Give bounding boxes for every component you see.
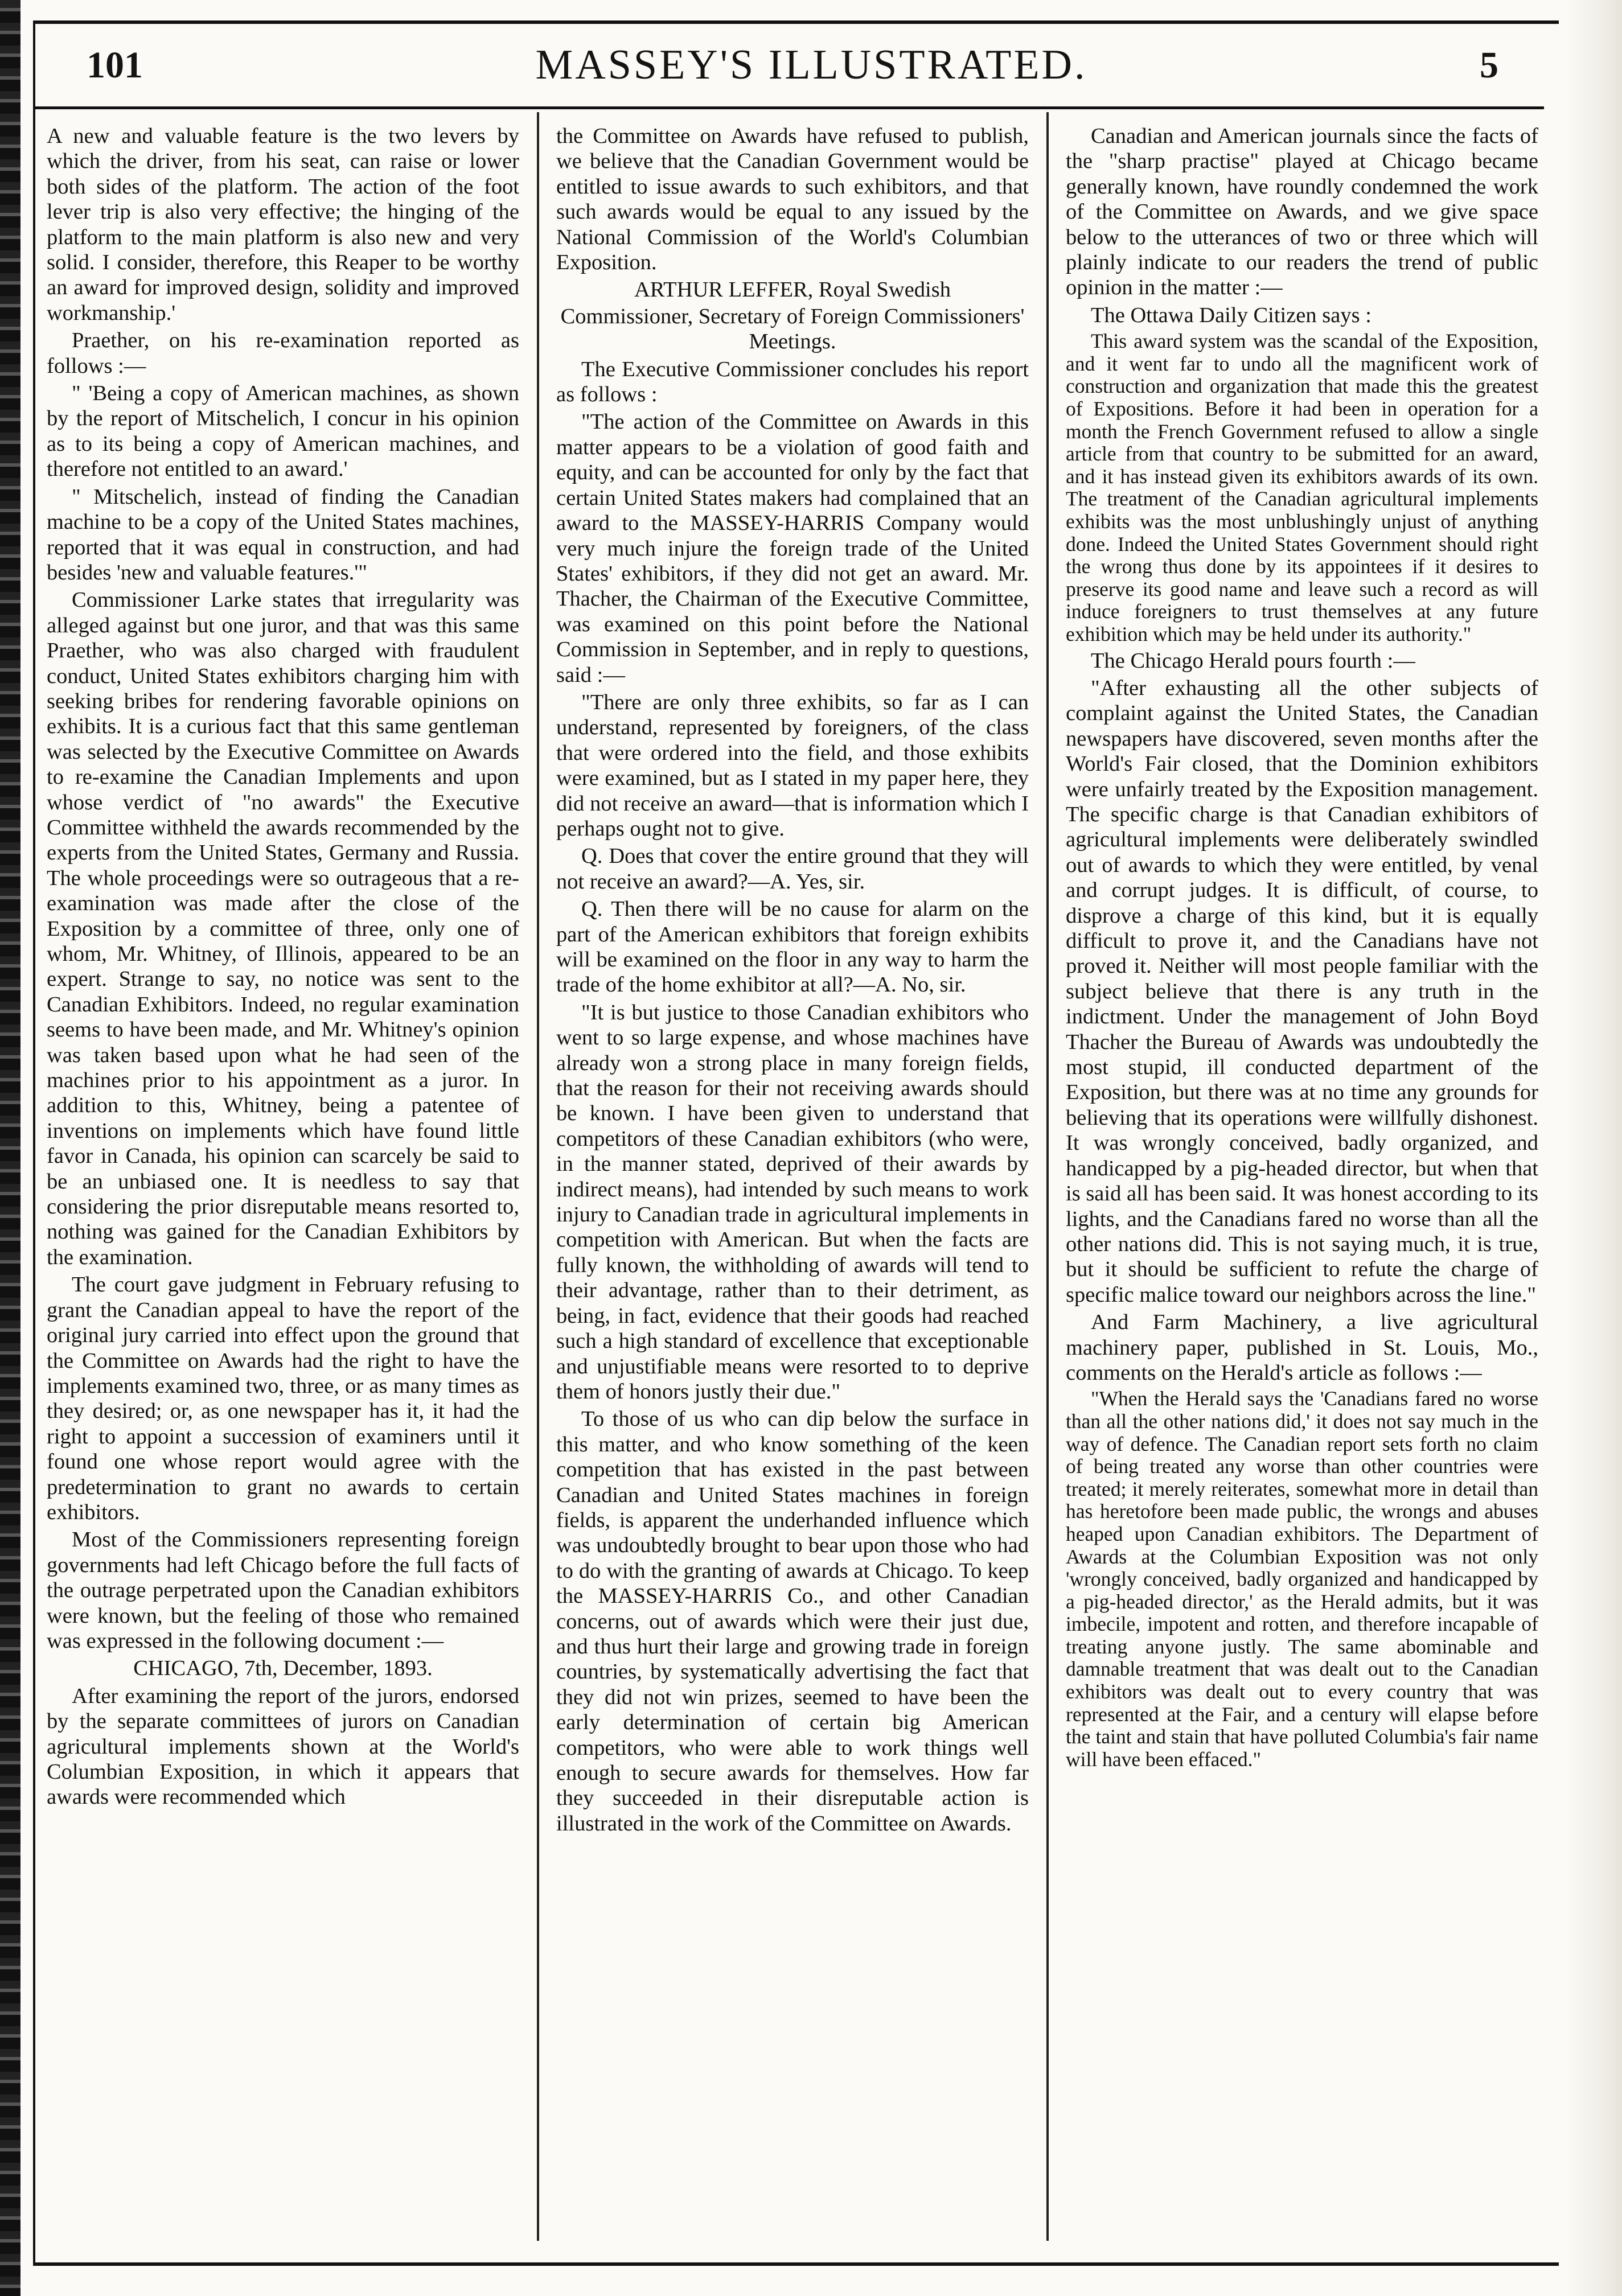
paragraph: Q. Does that cover the entire ground that they will not receive an award?—A. Yes, sir. [556,844,1029,894]
page-header [35,24,1544,109]
paragraph: "After exhausting all the other subjects of complaint against the United States, the Canadian newspapers have discovered, seven months after the World's Fair closed, that the Dominion exhibitors were unfairly treated by the Exposition management. The specific charge is that Canadian exhibitors of agricultural implements were deliberately swindled out of awards to which they were entitled, by venal and corrupt judges. It is difficult, of course, to disprove a charge of this kind, but it is equally difficult to prove it, and the Canadians have not proved it. Neither will most people familiar with the subject believe that there is any truth in the indictment. Under the management of John Boyd Thacher the Bureau of Awards was undoubtedly the most stupid, ill conducted department of the Exposition, but there was at no time any grounds for believing that its operations were willfully dishonest. It was wrongly conceived, badly organized, and handicapped by a pig-headed director, but when that is said all has been said. It was honest according to its lights, and the Canadians fared no worse than all the other nations did. This is not saying much, it is true, but it should be sufficient to refute the charge of specific malice toward our neighbors across the line." [1066,676,1538,1307]
column-divider [537,112,539,2241]
page-number-left: 101 [87,44,143,86]
paragraph: The court gave judgment in February refusing to grant the Canadian appeal to have the report of the original jury carried into effect upon the ground that the Committee on Awards had the right to have the implements examined two, three, or as many times as they desired; or, as one newspaper has it, it had the right to appoint a succession of examiners until it found one whose report would agree with the predetermination to grant no awards to certain exhibitors. [47,1273,519,1524]
column-2 [556,124,1029,2229]
paragraph: "It is but justice to those Canadian exhibitors who went to so large expense, and whose machines have already won a strong place in many foreign fields, that the reason for their not receiving awards should be known. I have been given to understand that competitors of these Canadian exhibitors (who were, in the manner stated, deprived of their awards by indirect means), had intended by such means to work injury to Canadian trade in agricultural implements in competition with American. But when the facts are fully known, the withholding of awards will tend to their advantage, rather than to their detriment, as being, in fact, evidence that their goods had reached such a high standard of excellence that exceptionable and unjustifiable means were resorted to to deprive them of honors justly their due." [556,1000,1029,1404]
paragraph: And Farm Machinery, a live agricultural machinery paper, published in St. Louis, Mo., comments on the Herald's article as follows :— [1066,1310,1538,1385]
page-bottom-rule [33,2262,1559,2266]
paragraph: A new and valuable feature is the two levers by which the driver, from his seat, can raise or lower both sides of the platform. The action of the foot lever trip is also very effective; the hinging of the platform to the main platform is also new and very solid. I consider, therefore, this Reaper to be worthy an award for improved design, solidity and improved workmanship.' [47,124,519,325]
newspaper-page [33,20,1559,2266]
page-right-margin [1565,0,1622,2296]
paragraph: "The action of the Committee on Awards in this matter appears to be a violation of good faith and equity, and can be accounted for only by the fact that certain United States makers had complained that an award to the MASSEY-HARRIS Company would very much injure the foreign trade of the United States' exhibitors, if they did not get an award. Mr. Thacher, the Chairman of the Executive Committee, was examined on this point before the National Commission in September, and in reply to questions, said :— [556,410,1029,687]
paragraph: Commissioner Larke states that irregularity was alleged against but one juror, and that was this same Praether, who was also charged with fraudulent conduct, United States exhibitors charging him with seeking bribes for rendering favorable opinions on exhibits. It is a curious fact that this same gentleman was selected by the Executive Committee on Awards to re-examine the Canadian Implements and upon whose verdict of "no awards" the Executive Committee withheld the awards recommended by the experts from the United States, Germany and Russia. The whole proceedings were so outrageous that a re-examination was made after the close of the Exposition by a committee of three, only one of whom, Mr. Whitney, of Illinois, appeared to be an expert. Strange to say, no notice was sent to the Canadian Exhibitors. Indeed, no regular examination seems to have been made, and Mr. Whitney's opinion was taken based upon what he had seen of the machines prior to his appointment as a juror. In addition to this, Whitney, being a patentee of inventions on implements which have found little favor in Canada, his opinion can scarcely be said to be an unbiased one. It is needless to say that considering the prior disreputable means resorted to, nothing was gained for the Canadian Exhibitors by the examination. [47,588,519,1269]
paragraph: This award system was the scandal of the Exposition, and it went far to undo all the magnificent work of construction and organization that made this the greatest of Expositions. Before it had been in operation for a month the French Government refused to allow a single article from that country to be submitted for an award, and it has instead given its exhibitors awards of its own. The treatment of the Canadian agricultural implements exhibits was the most unblushingly unjust of anything done. Indeed the United States Government should right the wrong thus done by its appointees if it desires to preserve its good name and leave such a record as will induce foreigners to trust themselves at any future exhibition which may be held under its authority." [1066,330,1538,645]
paragraph: "When the Herald says the 'Canadians fared no worse than all the other nations did,' it does not say much in the way of defence. The Canadian report sets forth no claim of being treated any worse than other countries were treated; it merely reiterates, somewhat more in detail than has heretofore been made public, the wrongs and abuses heaped upon Canadian exhibitors. The Department of Awards at the Columbian Exposition was not only 'wrongly conceived, badly organized and handicapped by a pig-headed director,' as the Herald admits, but it was imbecile, impotent and rotten, and therefore incapable of treating anyone justly. The same abominable and damnable treatment that was dealt out to the Canadian exhibitors was dealt out to every country that was represented at the Fair, and a century will elapse before the taint and stain that have polluted Columbia's fair name will have been effaced." [1066,1387,1538,1771]
paragraph: Most of the Commissioners representing foreign governments had left Chicago before the full facts of the outrage perpetrated upon the Canadian exhibitors were known, but the feeling of those who remained was expressed in the following document :— [47,1528,519,1653]
paragraph: "There are only three exhibits, so far as I can understand, represented by foreigners, of the class that were ordered into the field, and those exhibits were examined, but as I stated in my paper here, they did not receive an award—that is information which I perhaps ought not to give. [556,690,1029,841]
page-number-right: 5 [1480,44,1498,86]
paragraph: The Executive Commissioner concludes his report as follows : [556,357,1029,407]
column-3 [1066,124,1538,2229]
paragraph: Canadian and American journals since the facts of the "sharp practise" played at Chicago became generally known, have roundly condemned the work of the Committee on Awards, and we give space below to the utterances of two or three which will plainly indicate to our readers the trend of public opinion in the matter :— [1066,124,1538,300]
paragraph: CHICAGO, 7th, December, 1893. [133,1656,433,1681]
paragraph: Praether, on his re-examination reported as follows :— [47,328,519,378]
paragraph: After examining the report of the jurors, endorsed by the separate committees of jurors on Canadian agricultural implements shown at the World's Columbian Exposition, in which it appears that awards were recommended which [47,1684,519,1809]
column-1 [47,124,519,2229]
page-binding-edge [0,0,20,2296]
paragraph: To those of us who can dip below the surface in this matter, and who know something of the keen competition that has existed in the past between Canadian and United States machines in foreign fields, is apparent the underhanded influence which was undoubtedly brought to bear upon those who had to do with the granting of awards at Chicago. To keep the MASSEY-HARRIS Co., and other Canadian concerns, out of awards which were their just due, and thus hurt their large and growing trade in foreign countries, by systematically advertising the fact that they did not win prizes, seemed to have been the early determination of certain big American competitors, who were able to work things well enough to secure awards for themselves. How far they succeeded in their disreputable action is illustrated in the work of the Committee on Awards. [556,1407,1029,1836]
paragraph: the Committee on Awards have refused to publish, we believe that the Canadian Government would be entitled to issue awards to such exhibitors, and that such awards would be equal to any issued by the National Commission of the World's Columbian Exposition. [556,124,1029,275]
paragraph: ARTHUR LEFFER, Royal Swedish [634,278,951,302]
paragraph: Q. Then there will be no cause for alarm on the part of the American exhibitors that foreign exhibits will be examined on the floor in any way to harm the trade of the home exhibitor at all?—A. No, sir. [556,897,1029,997]
masthead-title: MASSEY'S ILLUSTRATED. [535,42,1087,88]
paragraph: The Chicago Herald pours fourth :— [1091,648,1415,673]
article-columns [47,124,1538,2241]
column-divider [1046,112,1049,2241]
paragraph: " 'Being a copy of American machines, as shown by the report of Mitschelich, I concur in his opinion as to its being a copy of American machines, and therefore not entitled to an award.' [47,381,519,482]
paragraph: The Ottawa Daily Citizen says : [1091,303,1371,327]
paragraph: Commissioner, Secretary of Foreign Commissioners' Meetings. [560,304,1025,354]
paragraph: " Mitschelich, instead of finding the Canadian machine to be a copy of the United States machines, reported that it was equal in construction, and had besides 'new and valuable features.'" [47,484,519,585]
